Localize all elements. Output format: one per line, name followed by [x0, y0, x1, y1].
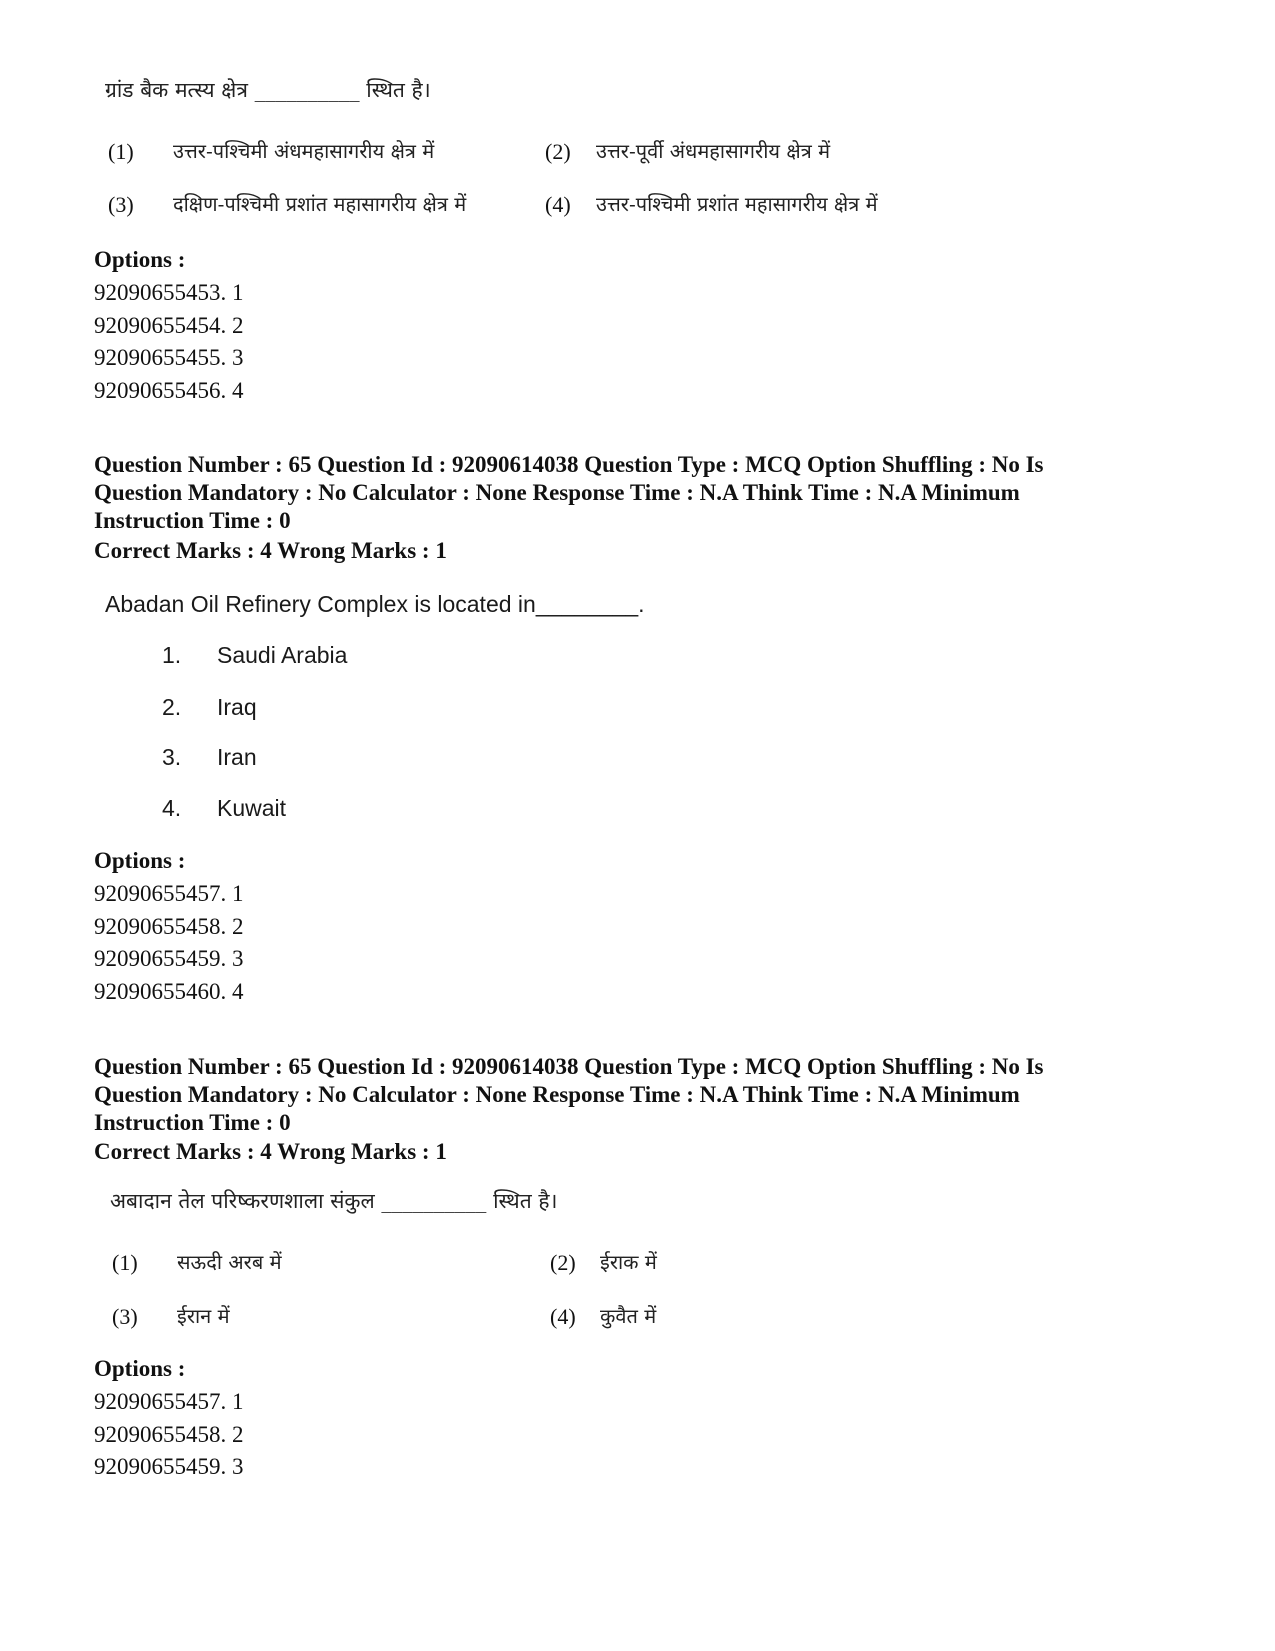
choice-number: (1) — [108, 139, 134, 164]
choice-number: (3) — [112, 1304, 138, 1329]
question-text: ग्रांड बैक मत्स्य क्षेत्र __________ स्थित है। — [105, 78, 431, 102]
choice-text: उत्तर-पश्चिमी प्रशांत महासागरीय क्षेत्र में — [596, 192, 878, 216]
question-text: अबादान तेल परिष्करणशाला संकुल __________ स्थित है। — [110, 1189, 558, 1213]
meta-line: Question Mandatory : No Calculator : None Response Time : N.A Think Time : N.A Minimum — [94, 480, 1020, 505]
meta-line: Question Mandatory : No Calculator : None Response Time : N.A Think Time : N.A Minimum — [94, 1082, 1020, 1107]
meta-line: Question Number : 65 Question Id : 92090614038 Question Type : MCQ Option Shuffling : No Is — [94, 452, 1044, 477]
marks-line: Correct Marks : 4 Wrong Marks : 1 — [94, 1139, 447, 1164]
marks-line: Correct Marks : 4 Wrong Marks : 1 — [94, 538, 447, 563]
choice-text: ईरान में — [177, 1304, 230, 1328]
option-line: 92090655454. 2 — [94, 313, 244, 338]
option-line: 92090655457. 1 — [94, 1389, 244, 1414]
choice-number: (2) — [545, 139, 571, 164]
option-line: 92090655458. 2 — [94, 914, 244, 939]
choice-number: 1. — [162, 642, 182, 668]
question-text: Abadan Oil Refinery Complex is located in________. — [105, 591, 645, 617]
option-line: 92090655459. 3 — [94, 1454, 244, 1479]
choice-text: दक्षिण-पश्चिमी प्रशांत महासागरीय क्षेत्र में — [173, 192, 467, 216]
meta-line: Instruction Time : 0 — [94, 1110, 291, 1135]
option-line: 92090655460. 4 — [94, 979, 244, 1004]
option-line: 92090655458. 2 — [94, 1422, 244, 1447]
choice-number: (1) — [112, 1250, 138, 1275]
choice-number: (2) — [550, 1250, 576, 1275]
choice-number: 3. — [162, 744, 182, 770]
meta-line: Question Number : 65 Question Id : 92090614038 Question Type : MCQ Option Shuffling : No Is — [94, 1054, 1044, 1079]
option-line: 92090655453. 1 — [94, 280, 244, 305]
options-label: Options : — [94, 848, 186, 873]
choice-text: Saudi Arabia — [217, 642, 348, 668]
choice-text: उत्तर-पश्चिमी अंधमहासागरीय क्षेत्र में — [173, 139, 435, 163]
option-line: 92090655459. 3 — [94, 946, 244, 971]
choice-text: Kuwait — [217, 795, 287, 821]
meta-line: Instruction Time : 0 — [94, 508, 291, 533]
options-label: Options : — [94, 1356, 186, 1381]
option-line: 92090655455. 3 — [94, 345, 244, 370]
choice-text: उत्तर-पूर्वी अंधमहासागरीय क्षेत्र में — [596, 139, 831, 163]
question-meta — [94, 451, 1194, 535]
choice-number: (4) — [550, 1304, 576, 1329]
question-meta — [94, 1053, 1194, 1137]
choice-text: Iraq — [217, 694, 257, 720]
choice-number: 2. — [162, 694, 182, 720]
choice-text: कुवैत में — [600, 1304, 657, 1328]
choice-number: 4. — [162, 795, 182, 821]
choice-text: ईराक में — [600, 1250, 657, 1274]
option-line: 92090655457. 1 — [94, 881, 244, 906]
options-label: Options : — [94, 247, 186, 272]
option-line: 92090655456. 4 — [94, 378, 244, 403]
choice-number: (3) — [108, 192, 134, 217]
choice-number: (4) — [545, 192, 571, 217]
choice-text: Iran — [217, 744, 257, 770]
choice-text: सऊदी अरब में — [177, 1250, 282, 1274]
